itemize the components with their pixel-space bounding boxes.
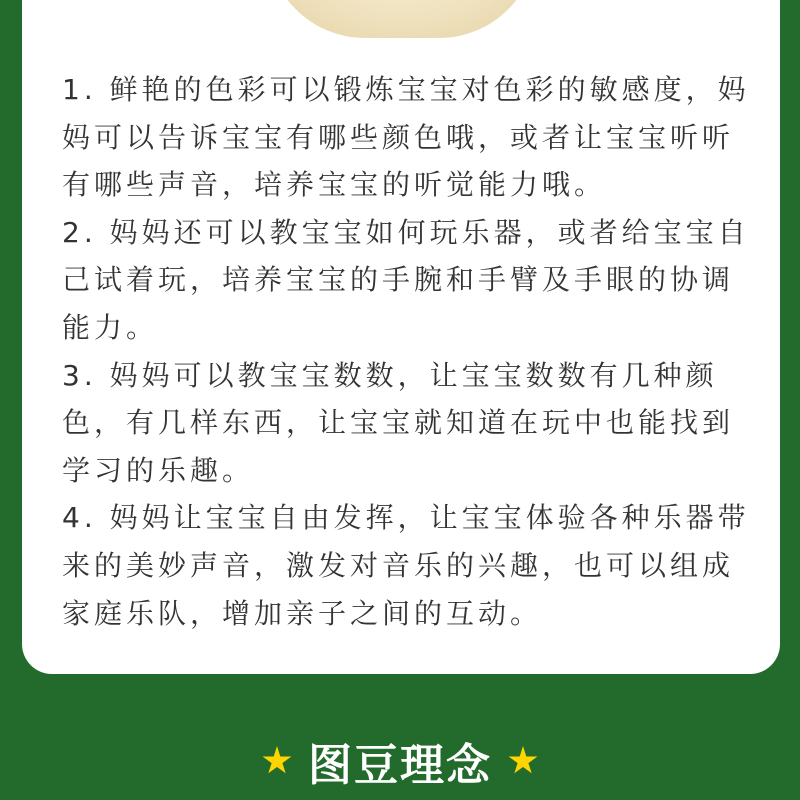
tip-paragraph-1: 1. 鲜艳的色彩可以锻炼宝宝对色彩的敏感度，妈妈可以告诉宝宝有哪些颜色哦，或者让宝宝听听有哪些声音，培养宝宝的听觉能力哦。 — [62, 73, 750, 202]
tip-paragraph-4: 4. 妈妈让宝宝自由发挥，让宝宝体验各种乐器带来的美妙声音，激发对音乐的兴趣，也可以组成家庭乐队，增加亲子之间的互动。 — [62, 501, 750, 630]
section-header — [0, 732, 800, 790]
star-icon — [262, 746, 292, 776]
star-icon — [508, 746, 538, 776]
tip-paragraph-3: 3. 妈妈可以教宝宝数数，让宝宝数数有几种颜色，有几样东西，让宝宝就知道在玩中也能找到学习的乐趣。 — [62, 358, 735, 487]
product-image-edge — [267, 0, 537, 38]
section-title: 图豆理念 — [308, 740, 492, 791]
tips-list — [62, 66, 762, 637]
tip-paragraph-2: 2. 妈妈还可以教宝宝如何玩乐器，或者给宝宝自己试着玩，培养宝宝的手腕和手臂及手眼的协调能力。 — [62, 215, 750, 344]
